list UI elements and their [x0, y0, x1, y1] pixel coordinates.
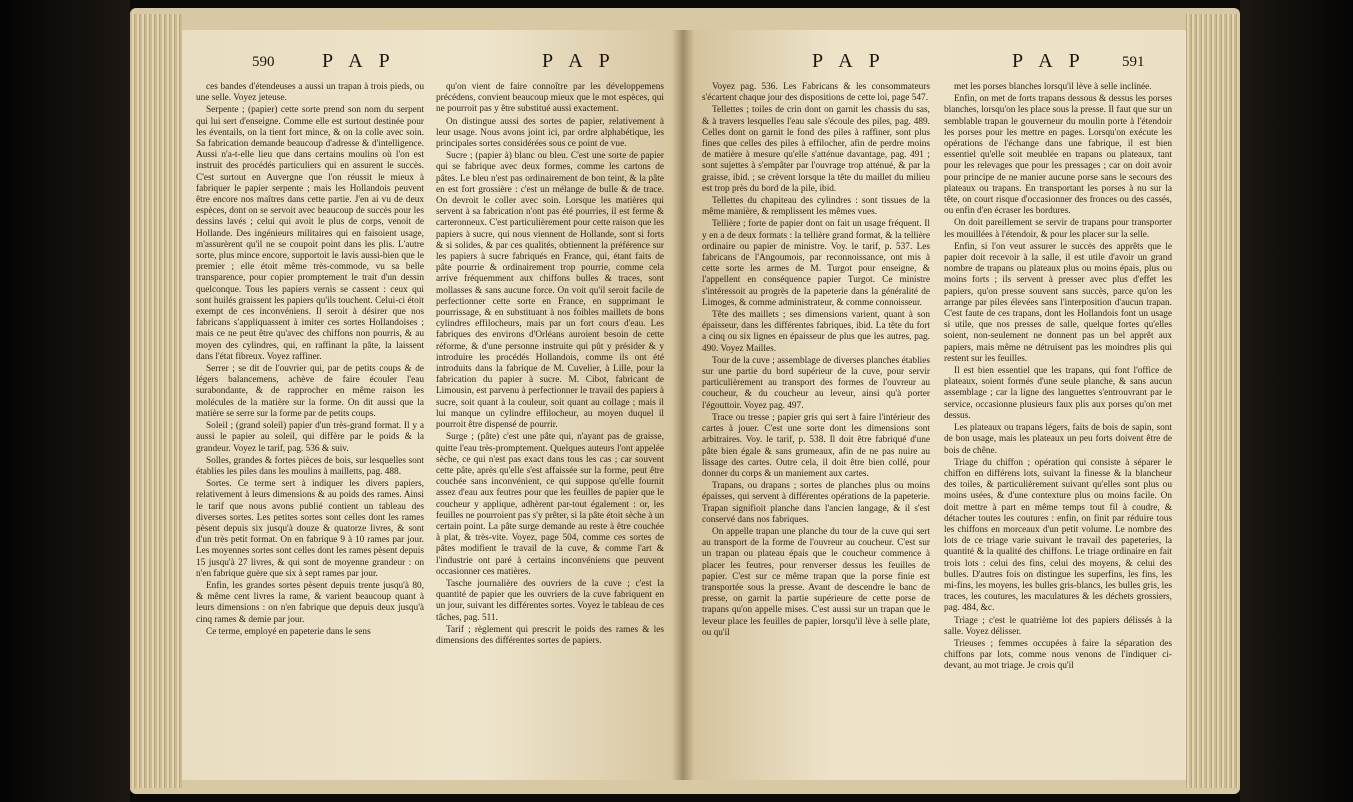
entry: Sortes. Ce terme sert à indiquer les divers papiers, relativement à leurs dimensions & au poids des rames. Ainsi le tarif que nous avons publié contient un tableau des diverses sortes. Les petites sortes sont celles dont les rames pèsent depuis six jusqu'à douze & quatorze livres, & sont d'un très petit format. On en fabrique 9 à 10 rames par jour. Les moyennes sortes sont celles dont les rames pèsent depuis 15 jusqu'à 27 livres, & qui sont de moyenne grandeur : on n'en fabrique guère que six à sept rames par jour. — [196, 479, 424, 579]
entry: Triage du chiffon ; opération qui consiste à séparer le chiffon en différens lots, suivant la finesse & la blancheur des toiles, & particulièrement suivant qu'elles sont plus ou moins usées, & d'une contexture plus ou moins facile. On doit mettre à part en même temps tout fil à coudre, & détacher toutes les coutures : enfin, on finit par réduire tous les chiffons en morceaux d'un petit volume. Le nombre des lots de ce triage varie suivant le travail des papeteries, la quantité & la qualité des chiffons. Le triage ordinaire en fait trois lots : celui des fins, celui des moyens, & celui des bulles. D'autres fois on distingue les superfins, les fins, les mi-fins, les moyens, les bulles gris-blancs, les bulles gris, les traces, les coutures, les maculatures & les déchets grossiers, pag. 484, &c. — [944, 457, 1172, 614]
book-gutter — [672, 30, 694, 780]
entry: Sucre ; (papier à) blanc ou bleu. C'est une sorte de papier qui se fabrique avec deux formes, comme les cartons de pâtes. Le bleu n'est pas ordinairement de bon teint, & la pâte en est fort grossière : c'est un mélange de bulle & de trace. On devroit le coller avec soin. Lorsque les matières qui servent à sa fabrication n'ont pas été pourries, il est ferme & carteronneux. C'est particulièrement pour cette raison que les papiers à sucre, qui nous viennent de Hollande, sont si forts & si solides, & par ces qualités, obtiennent la préférence sur les papiers à sucre fabriqués en France, qui, étant faits de pâte pourrie & ordinairement trop pourrie, comme cela arrive fréquemment aux chiffons bulles & traces, sont mollasses & sans aucune force. On voit qu'il seroit facile de perfectionner cette sorte en France, en supprimant le pourrissage, & en substituant à nos foibles maillets de bons cylindres effilocheurs, mais par un fort cours d'eau. Les fabriques des environs d'Orléans auroient besoin de cette réforme, & d'une personne instruite qui pût y présider & y introduire les procédés Hollandois, comme ils ont été introduits dans la fabrique de M. Cuvelier, à Lille, pour la fabrication du papier à sucre. M. Cibot, fabricant de Limousin, est parvenu à perfectionner le travail des papiers à sucre, soit quant à la couleur, soit quant au collage ; mais il lui manque un cylindre effilocheur, au moyen duquel il pourroit être dispensé de pourrir. — [436, 151, 664, 431]
text-column-1 — [196, 82, 424, 772]
entry: ces bandes d'étendeuses a aussi un trapan à trois pieds, ou une selle. Voyez jeteuse. — [196, 82, 424, 104]
text-column-1 — [702, 82, 930, 772]
entry: Il est bien essentiel que les trapans, qui font l'office de plateaux, soient formés d'une seule planche, & sans aucun assemblage ; car la ligne des languettes s'entrouvrant par le service, occasionne plusieurs faux plis aux porses qu'on met dessus. — [944, 366, 1172, 421]
entry: Tasche journalière des ouvriers de la cuve ; c'est la quantité de papier que les ouvriers de la cuve fabriquent en un jour, suivant les différentes sortes. Voyez le tableau de ces tâches, pag. 511. — [436, 578, 664, 623]
background-right — [1240, 0, 1353, 802]
running-header: P A P — [1012, 50, 1086, 72]
entry: On doit pareillement se servir de trapans pour transporter les mouillées à l'étendoir, & pour les placer sur la selle. — [944, 218, 1172, 240]
entry: Solles, grandes & fortes pièces de bois, sur lesquelles sont établies les piles dans les moulins à mailletts, pag. 488. — [196, 455, 424, 477]
entry: Trieuses ; femmes occupées à faire la séparation des chiffons par lots, comme nous venons de l'indiquer ci-devant, au mot triage. Je crois qu'il — [944, 638, 1172, 672]
page-number: 591 — [1122, 54, 1145, 70]
entry: Tellière ; forte de papier dont on fait un usage fréquent. Il y en a de deux formats : la tellière grand format, & la tellière ordinaire ou papier de ministre. Voy. le tarif, p. 537. Les fabricans de l'Angoumois, par reconnoissance, ont mis à cette sorte les armes de M. Turgot pour enseigne, & l'appellent en conséquence papier Turgot. Ce ministre s'intéressoit au progrès de la papeterie dans la généralité de Limoges, & comme administrateur, & comme connoisseur. — [702, 219, 930, 308]
entry: Enfin, si l'on veut assurer le succès des apprêts que le papier doit recevoir à la salle, il est utile d'avoir un grand nombre de trapans ou plateaux plus ou moins épais, plus ou moins forts ; ils servent à presser avec plus d'effet les papiers, qu'on presse souvent sans succès, parce qu'on les arrange par piles élevées sans l'interposition d'aucun trapan. C'est faute de ces trapans, dont les Hollandois font un usage si utile, que nos presses de salle, quelque fortes qu'elles soient, non-seulement ne donnent pas un bel apprêt aux papiers, mais même ne détruisent pas les moindres plis qui restent sur les feuilles. — [944, 241, 1172, 364]
entry: Enfin, on met de forts trapans dessous & dessus les porses blanches, lorsqu'on les place sous la presse. Il faut que sur un semblable trapan le gouverneur du moulin porte à l'étendoir les porses pour les mettre en pages. Lorsqu'on exécute les opérations de l'échange dans une fabrique, il est bien essentiel qu'elle soit meublée en trapans ou plateaux, tant pour les relevages que pour les pressages ; car on doit avoir pour principe de ne manier aucune porse sans le secours des plateaux ou trapans. En transportant les porses à nu sur la tête, on court risque d'occasionner des fronces ou des cassés, ou enfin d'en écraser les bordures. — [944, 94, 1172, 217]
entry: Soleil ; (grand soleil) papier d'un très-grand format. Il y a aussi le papier au soleil, qui diffère par le poids & la grandeur. Voyez le tarif, pag. 536 & suiv. — [196, 421, 424, 454]
page-number: 590 — [252, 54, 275, 70]
entry: Trapans, ou drapans ; sortes de planches plus ou moins épaisses, qui servent à différentes opérations de la papeterie. Trapan signifioit planche dans l'ancien langage, & il s'est conservé dans nos fabriques. — [702, 481, 930, 525]
text-column-2 — [944, 82, 1172, 772]
page-edges-left — [130, 14, 182, 788]
entry: qu'on vient de faire connoître par les développemens précédens, convient beaucoup mieux que le mot espèces, qui ne pourroit pas y être substitué aussi exactement. — [436, 82, 664, 115]
text-column-2 — [436, 82, 664, 772]
entry: Surge ; (pâte) c'est une pâte qui, n'ayant pas de graisse, quitte l'eau très-promptement. Quelques auteurs l'ont appelée sèche, ce qui n'est pas exact dans tous les cas ; car souvent cette pâte, après qu'elle s'est affaissée sur la forme, peut être couchée sans inconvénient, ce qui suppose qu'elle fournit assez d'eau aux feutres pour que les feuilles de papier que le coucheur y applique, adhèrent par-tout également : or, les feuilles ne pourroient pas s'y prêter, si la pâte étoit sèche à un certain point. La pâte surge demande au reste à être couchée à plat, & très-vite. Voyez, page 504, comme ces sortes de pâtes modifient le travail de la cuve, & comme l'art & l'industrie ont paré à certains inconvéniens que peuvent occasionner ces matières. — [436, 432, 664, 577]
entry: Ce terme, employé en papeterie dans le sens — [206, 626, 371, 637]
entry: Les plateaux ou trapans légers, faits de bois de sapin, sont de bon usage, mais les plateaux un peu forts doivent être de bois de chêne. — [944, 423, 1172, 456]
entry: Tellettes ; toiles de crin dont on garnit les chassis du sas, & à travers lesquelles l'eau sale s'écoule des piles, pag. 489. Celles dont on garnit le fond des piles à raffiner, sont plus fines que celles des piles à effilocher, afin de perdre moins de matière à mesure qu'elle s'atténue davantage, pag. 491 ; sont sujettes à s'empâter par l'ouvrage trop atténué, & par la graisse, ibid. ; se crèvent lorsque la tête du maillet du milieu est trop près du bord de la pile, ibid. — [702, 105, 930, 194]
page-edges-right — [1186, 14, 1238, 788]
entry: Tête des maillets ; ses dimensions varient, quant à son épaisseur, dans les différentes fabriques, ibid. La tête du fort a cinq ou six lignes en épaisseur de plus que les autres, pag. 490. Voyez Mailles. — [702, 310, 930, 354]
entry: Trace ou tresse ; papier gris qui sert à faire l'intérieur des cartes à jouer. C'est une sorte dont les dimensions sont arbitraires. Voy. le tarif, p. 538. Il doit être fabriqué d'une pâte bien égale & sans grumeaux, afin de ne pas nuire au lissage des cartes. Outre cela, il doit être bien collé, pour donner du corps & un maniement aux cartes. — [702, 412, 930, 479]
entry: Enfin, les grandes sortes pèsent depuis trente jusqu'à 80, & même cent livres la rame, & varient beaucoup quant à leurs dimensions : on n'en fabrique que depuis deux jusqu'à cinq rames & demie par jour. — [196, 580, 424, 625]
entry: Tarif ; règlement qui prescrit le poids des rames & les dimensions des différentes sortes de papiers. — [436, 624, 664, 646]
running-header: P A P — [322, 50, 396, 72]
background-left — [0, 0, 130, 802]
entry: Voyez pag. 536. Les Fabricans & les consommateurs s'écartent chaque jour des dispositions de cette loi, page 547. — [702, 82, 930, 104]
running-header: P A P — [542, 50, 616, 72]
right-page — [682, 30, 1186, 780]
entry: Triage ; c'est le quatrième lot des papiers délissés à la salle. Voyez délisser. — [944, 615, 1172, 637]
entry: met les porses blanches lorsqu'il lève à selle inclinée. — [954, 82, 1152, 92]
entry: On distingue aussi des sortes de papier, relativement à leur usage. Nous avons joint ici, par ordre alphabétique, les principales sortes considérées sous ce point de vue. — [436, 116, 664, 150]
entry: Serpente ; (papier) cette sorte prend son nom du serpent qui lui sert d'enseigne. Comme elle est surtout destinée pour les éventails, on la tient fort mince, & on la colle avec soin. Sa fabrication demande beaucoup d'adresse & d'intelligence. Aussi n'a-t-elle lieu que dans certains moulins où l'on est instruit des procédés particuliers qui en assurent le succès. C'est surtout en Auvergne que l'on réussit le mieux à fabriquer le papier serpente ; mais les Hollandois peuvent être encore nos maîtres dans cette partie. J'en ai vu de deux espèces, dont on se servoit avec beaucoup de succès pour les dessins lavés ; celui qui avoit le plus de corps, venoit de Hollande. Des ingénieurs militaires qui en faisoient usage, m'assurèrent qu'il ne se coupoit point dans les plis. L'autre sorte, plus mince encore, supportoit le lavis aussi-bien que le premier ; elle étoit même très-commode, vu sa belle transparence, pour copier promptement le trait d'un dessin quelconque. Tous les papiers vernis se cassent : ceux qui sont huilés graissent les papiers qu'ils touchent. Celui-ci étoit exempt de ces inconvéniens. Il seroit à désirer que nos fabricans s'appliquassent à imiter ces sortes Hollandoises ; mais ce ne peut être qu'avec des chiffons non pourris, & au moyen des cylindres, qui, en raffinant la pâte, la laissent dans l'état fibreux. Voyez raffiner. — [196, 105, 424, 362]
left-page — [182, 30, 682, 780]
entry: Tour de la cuve ; assemblage de diverses planches établies sur une partie du bord supérieur de la cuve, pour servir particulièrement au transport des formes de l'ouvreur au coucheur, & du coucheur au leveur, ainsi qu'à porter l'égouttoir. Voyez pag. 497. — [702, 355, 930, 411]
entry: On appelle trapan une planche du tour de la cuve qui sert au transport de la forme de l'ouvreur au coucheur. C'est sur un trapan ou plateau épais que le coucheur commence à placer les feutres, pour renverser dessus les feuilles de papier. C'est sur ce même trapan que la porse finie est transportée sous la presse. Avant de descendre le banc de presse, on garnit la partie supérieure de cette porse de trapans qu'on appelle mises. C'est aussi sur un trapan que le leveur place les feuilles de papier, lorsqu'il lève à selle plate, ou qu'il — [702, 526, 930, 638]
entry: Tellettes du chapiteau des cylindres : sont tissues de la même manière, & remplissent les mêmes vues. — [702, 196, 930, 218]
entry: Serrer ; se dit de l'ouvrier qui, par de petits coups & de légers balancemens, achève de faire écouler l'eau surabondante, & de rapprocher en même raison les molécules de la matière sur la forme. On dit aussi que la matière se serre sur la forme par de petits coups. — [196, 364, 424, 419]
running-header: P A P — [812, 50, 886, 72]
